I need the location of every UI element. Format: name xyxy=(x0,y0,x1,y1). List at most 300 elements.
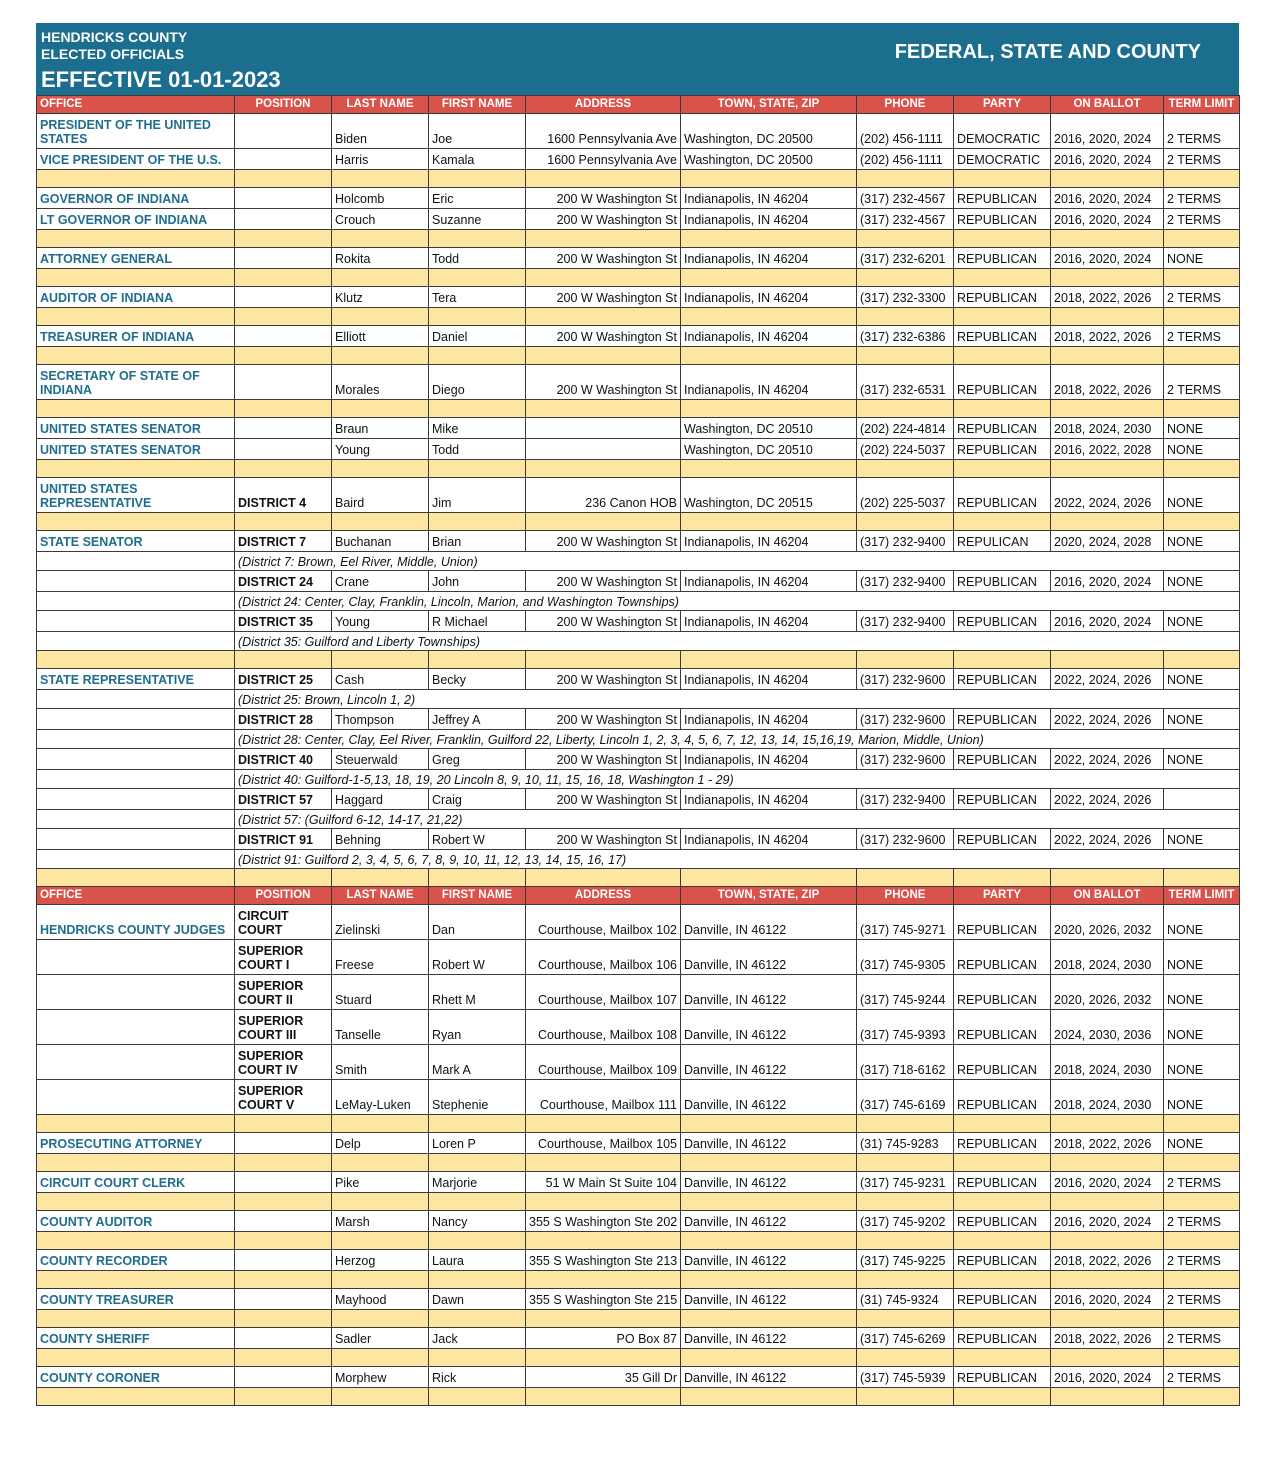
position-cell xyxy=(235,209,332,230)
spacer-cell xyxy=(681,1271,857,1289)
office-cell: LT GOVERNOR OF INDIANA xyxy=(37,209,235,230)
ballot-cell: 2020, 2026, 2032 xyxy=(1051,905,1164,940)
spacer-cell xyxy=(332,347,429,365)
official-row xyxy=(37,326,1240,347)
ballot-cell: 2022, 2024, 2026 xyxy=(1051,478,1164,513)
spacer-cell xyxy=(857,513,954,531)
column-header: OFFICE xyxy=(37,96,235,114)
spacer-cell xyxy=(526,1349,681,1367)
first-name-cell: Dan xyxy=(429,905,526,940)
note-spacer xyxy=(37,592,235,611)
spacer-cell xyxy=(429,1154,526,1172)
office-cell: TREASURER OF INDIANA xyxy=(37,326,235,347)
phone-cell: (317) 232-6201 xyxy=(857,248,954,269)
phone-cell: (317) 232-9600 xyxy=(857,669,954,690)
party-cell: REPUBLICAN xyxy=(954,248,1051,269)
spacer-cell xyxy=(1051,400,1164,418)
spacer-cell xyxy=(526,1154,681,1172)
spacer-cell xyxy=(332,1349,429,1367)
ballot-cell: 2022, 2024, 2026 xyxy=(1051,829,1164,850)
note-spacer xyxy=(37,850,235,869)
spacer-cell xyxy=(681,1115,857,1133)
party-cell: REPUBLICAN xyxy=(954,789,1051,810)
phone-cell: (317) 232-9400 xyxy=(857,571,954,592)
official-row xyxy=(37,669,1240,690)
term-limit-cell: 2 TERMS xyxy=(1164,287,1240,308)
spacer-cell xyxy=(429,1310,526,1328)
office-cell: GOVERNOR OF INDIANA xyxy=(37,188,235,209)
district-note-row xyxy=(37,592,1240,611)
position-cell: DISTRICT 25 xyxy=(235,669,332,690)
note-spacer xyxy=(37,810,235,829)
spacer-cell xyxy=(1051,269,1164,287)
column-header: TOWN, STATE, ZIP xyxy=(681,887,857,905)
spacer-cell xyxy=(1051,1271,1164,1289)
spacer-cell xyxy=(332,513,429,531)
spacer-cell xyxy=(429,1232,526,1250)
town-cell: Washington, DC 20510 xyxy=(681,439,857,460)
town-cell: Danville, IN 46122 xyxy=(681,1289,857,1310)
spacer-cell xyxy=(429,460,526,478)
spacer-cell xyxy=(332,1271,429,1289)
spacer-cell xyxy=(235,308,332,326)
position-cell: DISTRICT 7 xyxy=(235,531,332,552)
first-name-cell: Brian xyxy=(429,531,526,552)
last-name-cell: Marsh xyxy=(332,1211,429,1232)
last-name-cell: Elliott xyxy=(332,326,429,347)
official-row xyxy=(37,1172,1240,1193)
note-spacer xyxy=(37,690,235,709)
first-name-cell: Daniel xyxy=(429,326,526,347)
spacer-cell xyxy=(429,1349,526,1367)
column-header: ON BALLOT xyxy=(1051,887,1164,905)
party-cell: REPUBLICAN xyxy=(954,1328,1051,1349)
first-name-cell: Laura xyxy=(429,1250,526,1271)
spacer-cell xyxy=(526,1232,681,1250)
spacer-cell xyxy=(1164,513,1240,531)
address-cell: 200 W Washington St xyxy=(526,188,681,209)
position-cell xyxy=(235,439,332,460)
position-cell: SUPERIOR COURT II xyxy=(235,975,332,1010)
office-cell: HENDRICKS COUNTY JUDGES xyxy=(37,905,235,940)
address-cell: 355 S Washington Ste 215 xyxy=(526,1289,681,1310)
spacer-cell xyxy=(1051,869,1164,887)
official-row xyxy=(37,1211,1240,1232)
spacer-cell xyxy=(954,1193,1051,1211)
spacer-cell xyxy=(954,1154,1051,1172)
column-header: PARTY xyxy=(954,887,1051,905)
spacer-cell xyxy=(37,651,235,669)
column-header: ADDRESS xyxy=(526,96,681,114)
spacer-cell xyxy=(681,869,857,887)
term-limit-cell: NONE xyxy=(1164,975,1240,1010)
office-cell xyxy=(37,1010,235,1045)
first-name-cell: Loren P xyxy=(429,1133,526,1154)
party-cell: REPUBLICAN xyxy=(954,1133,1051,1154)
first-name-cell: Todd xyxy=(429,248,526,269)
spacer-cell xyxy=(235,170,332,188)
address-cell: 200 W Washington St xyxy=(526,829,681,850)
position-cell xyxy=(235,114,332,149)
official-row xyxy=(37,1367,1240,1388)
last-name-cell: Crane xyxy=(332,571,429,592)
spacer-cell xyxy=(526,869,681,887)
spacer-cell xyxy=(332,1310,429,1328)
last-name-cell: Crouch xyxy=(332,209,429,230)
spacer-cell xyxy=(857,400,954,418)
last-name-cell: Holcomb xyxy=(332,188,429,209)
town-cell: Washington, DC 20515 xyxy=(681,478,857,513)
term-limit-cell: 2 TERMS xyxy=(1164,209,1240,230)
spacer-cell xyxy=(332,308,429,326)
spacer-row xyxy=(37,400,1240,418)
last-name-cell: Sadler xyxy=(332,1328,429,1349)
town-cell: Danville, IN 46122 xyxy=(681,1250,857,1271)
spacer-cell xyxy=(857,269,954,287)
spacer-cell xyxy=(954,1310,1051,1328)
spacer-cell xyxy=(857,1115,954,1133)
spacer-row xyxy=(37,1115,1240,1133)
spacer-cell xyxy=(954,1388,1051,1406)
spacer-cell xyxy=(235,230,332,248)
spacer-row xyxy=(37,1193,1240,1211)
town-cell: Indianapolis, IN 46204 xyxy=(681,365,857,400)
column-header: TERM LIMIT xyxy=(1164,887,1240,905)
office-cell xyxy=(37,611,235,632)
spacer-cell xyxy=(954,170,1051,188)
party-cell: DEMOCRATIC xyxy=(954,149,1051,170)
district-note: (District 28: Center, Clay, Eel River, Franklin, Guilford 22, Liberty, Lincoln 1, 2, 3, 4, 5, 6, 7, 12, 13, 14, 15,16,19, Marion, Middle, Union) xyxy=(235,730,1240,749)
spacer-cell xyxy=(526,170,681,188)
town-cell: Indianapolis, IN 46204 xyxy=(681,287,857,308)
spacer-cell xyxy=(954,1115,1051,1133)
district-note-row xyxy=(37,730,1240,749)
spacer-cell xyxy=(1164,1349,1240,1367)
address-cell: 355 S Washington Ste 202 xyxy=(526,1211,681,1232)
column-header: PHONE xyxy=(857,887,954,905)
spacer-cell xyxy=(37,1388,235,1406)
first-name-cell: Suzanne xyxy=(429,209,526,230)
official-row xyxy=(37,709,1240,730)
address-cell: 200 W Washington St xyxy=(526,531,681,552)
spacer-cell xyxy=(332,869,429,887)
term-limit-cell: 2 TERMS xyxy=(1164,149,1240,170)
first-name-cell: Mike xyxy=(429,418,526,439)
official-row xyxy=(37,1010,1240,1045)
term-limit-cell: NONE xyxy=(1164,1133,1240,1154)
district-note: (District 24: Center, Clay, Franklin, Lincoln, Marion, and Washington Townships) xyxy=(235,592,1240,611)
official-row xyxy=(37,439,1240,460)
office-cell xyxy=(37,749,235,770)
ballot-cell: 2018, 2022, 2026 xyxy=(1051,326,1164,347)
party-cell: REPUBLICAN xyxy=(954,418,1051,439)
phone-cell: (317) 232-9600 xyxy=(857,749,954,770)
ballot-cell: 2022, 2024, 2026 xyxy=(1051,669,1164,690)
party-cell: DEMOCRATIC xyxy=(954,114,1051,149)
spacer-cell xyxy=(681,308,857,326)
office-cell: COUNTY AUDITOR xyxy=(37,1211,235,1232)
address-cell: 200 W Washington St xyxy=(526,365,681,400)
town-cell: Indianapolis, IN 46204 xyxy=(681,829,857,850)
first-name-cell: Marjorie xyxy=(429,1172,526,1193)
spacer-cell xyxy=(857,170,954,188)
spacer-cell xyxy=(954,308,1051,326)
first-name-cell: Rick xyxy=(429,1367,526,1388)
phone-cell: (31) 745-9324 xyxy=(857,1289,954,1310)
last-name-cell: LeMay-Luken xyxy=(332,1080,429,1115)
party-cell: REPUBLICAN xyxy=(954,439,1051,460)
town-cell: Danville, IN 46122 xyxy=(681,1080,857,1115)
first-name-cell: Robert W xyxy=(429,940,526,975)
spacer-cell xyxy=(37,1193,235,1211)
position-cell xyxy=(235,188,332,209)
spacer-cell xyxy=(1051,1115,1164,1133)
official-row xyxy=(37,209,1240,230)
spacer-cell xyxy=(1164,308,1240,326)
official-row xyxy=(37,1328,1240,1349)
spacer-cell xyxy=(681,230,857,248)
official-row xyxy=(37,940,1240,975)
spacer-cell xyxy=(1164,230,1240,248)
address-cell: 200 W Washington St xyxy=(526,611,681,632)
party-cell: REPUBLICAN xyxy=(954,478,1051,513)
phone-cell: (317) 745-6269 xyxy=(857,1328,954,1349)
spacer-cell xyxy=(37,1310,235,1328)
term-limit-cell: NONE xyxy=(1164,669,1240,690)
town-cell: Indianapolis, IN 46204 xyxy=(681,749,857,770)
spacer-cell xyxy=(235,1271,332,1289)
spacer-cell xyxy=(37,1154,235,1172)
spacer-cell xyxy=(332,269,429,287)
note-spacer xyxy=(37,552,235,571)
office-cell xyxy=(37,829,235,850)
spacer-cell xyxy=(954,651,1051,669)
phone-cell: (202) 224-5037 xyxy=(857,439,954,460)
town-cell: Danville, IN 46122 xyxy=(681,1045,857,1080)
spacer-cell xyxy=(1051,230,1164,248)
spacer-cell xyxy=(37,1115,235,1133)
last-name-cell: Klutz xyxy=(332,287,429,308)
district-note: (District 25: Brown, Lincoln 1, 2) xyxy=(235,690,1240,709)
column-header: ADDRESS xyxy=(526,887,681,905)
ballot-cell: 2016, 2022, 2028 xyxy=(1051,439,1164,460)
last-name-cell: Thompson xyxy=(332,709,429,730)
note-spacer xyxy=(37,632,235,651)
ballot-cell: 2018, 2024, 2030 xyxy=(1051,940,1164,975)
office-cell xyxy=(37,789,235,810)
phone-cell: (202) 456-1111 xyxy=(857,149,954,170)
party-cell: REPUBLICAN xyxy=(954,1289,1051,1310)
spacer-cell xyxy=(37,308,235,326)
spacer-cell xyxy=(681,400,857,418)
last-name-cell: Buchanan xyxy=(332,531,429,552)
phone-cell: (317) 745-9231 xyxy=(857,1172,954,1193)
spacer-cell xyxy=(235,869,332,887)
district-note-row xyxy=(37,632,1240,651)
spacer-cell xyxy=(37,1271,235,1289)
last-name-cell: Herzog xyxy=(332,1250,429,1271)
spacer-cell xyxy=(954,869,1051,887)
spacer-cell xyxy=(429,269,526,287)
spacer-row xyxy=(37,1154,1240,1172)
spacer-cell xyxy=(332,400,429,418)
effective-date: EFFECTIVE 01-01-2023 xyxy=(41,67,281,92)
spacer-cell xyxy=(681,1232,857,1250)
ballot-cell: 2018, 2022, 2026 xyxy=(1051,1250,1164,1271)
last-name-cell: Morales xyxy=(332,365,429,400)
term-limit-cell: NONE xyxy=(1164,940,1240,975)
first-name-cell: Nancy xyxy=(429,1211,526,1232)
town-cell: Washington, DC 20510 xyxy=(681,418,857,439)
term-limit-cell: 2 TERMS xyxy=(1164,1172,1240,1193)
spacer-cell xyxy=(857,347,954,365)
spacer-cell xyxy=(1051,1349,1164,1367)
term-limit-cell: NONE xyxy=(1164,439,1240,460)
last-name-cell: Harris xyxy=(332,149,429,170)
first-name-cell: Mark A xyxy=(429,1045,526,1080)
phone-cell: (317) 232-9400 xyxy=(857,611,954,632)
party-cell: REPUBLICAN xyxy=(954,1080,1051,1115)
org-name xyxy=(41,29,187,63)
spacer-cell xyxy=(37,170,235,188)
party-cell: REPUBLICAN xyxy=(954,1172,1051,1193)
ballot-cell: 2016, 2020, 2024 xyxy=(1051,571,1164,592)
ballot-cell: 2024, 2030, 2036 xyxy=(1051,1010,1164,1045)
official-row xyxy=(37,1133,1240,1154)
spacer-cell xyxy=(681,1154,857,1172)
town-cell: Danville, IN 46122 xyxy=(681,975,857,1010)
column-header: OFFICE xyxy=(37,887,235,905)
officials-sheet xyxy=(36,23,1239,1406)
position-cell xyxy=(235,287,332,308)
spacer-cell xyxy=(1051,460,1164,478)
spacer-cell xyxy=(681,347,857,365)
spacer-cell xyxy=(235,513,332,531)
ballot-cell: 2016, 2020, 2024 xyxy=(1051,114,1164,149)
term-limit-cell: 2 TERMS xyxy=(1164,1328,1240,1349)
spacer-row xyxy=(37,1271,1240,1289)
column-header: POSITION xyxy=(235,96,332,114)
spacer-cell xyxy=(1051,1232,1164,1250)
spacer-cell xyxy=(429,1193,526,1211)
ballot-cell: 2022, 2024, 2026 xyxy=(1051,749,1164,770)
address-cell: 200 W Washington St xyxy=(526,709,681,730)
first-name-cell: Stephenie xyxy=(429,1080,526,1115)
first-name-cell: Jack xyxy=(429,1328,526,1349)
spacer-row xyxy=(37,170,1240,188)
town-cell: Danville, IN 46122 xyxy=(681,1172,857,1193)
ballot-cell: 2016, 2020, 2024 xyxy=(1051,188,1164,209)
column-header: FIRST NAME xyxy=(429,96,526,114)
town-cell: Danville, IN 46122 xyxy=(681,940,857,975)
spacer-cell xyxy=(235,347,332,365)
position-cell: DISTRICT 57 xyxy=(235,789,332,810)
spacer-cell xyxy=(37,869,235,887)
town-cell: Washington, DC 20500 xyxy=(681,149,857,170)
spacer-cell xyxy=(857,1232,954,1250)
term-limit-cell: NONE xyxy=(1164,1045,1240,1080)
first-name-cell: Kamala xyxy=(429,149,526,170)
phone-cell: (317) 745-9225 xyxy=(857,1250,954,1271)
spacer-cell xyxy=(526,308,681,326)
spacer-row xyxy=(37,869,1240,887)
spacer-cell xyxy=(235,1193,332,1211)
party-cell: REPUBLICAN xyxy=(954,326,1051,347)
party-cell: REPUBLICAN xyxy=(954,829,1051,850)
spacer-cell xyxy=(954,460,1051,478)
last-name-cell: Stuard xyxy=(332,975,429,1010)
spacer-cell xyxy=(37,1232,235,1250)
official-row xyxy=(37,571,1240,592)
spacer-cell xyxy=(1164,400,1240,418)
official-row xyxy=(37,1045,1240,1080)
office-cell xyxy=(37,975,235,1010)
ballot-cell: 2018, 2022, 2026 xyxy=(1051,1133,1164,1154)
position-cell: DISTRICT 91 xyxy=(235,829,332,850)
official-row xyxy=(37,418,1240,439)
official-row xyxy=(37,248,1240,269)
town-cell: Danville, IN 46122 xyxy=(681,1133,857,1154)
last-name-cell: Haggard xyxy=(332,789,429,810)
office-cell: STATE REPRESENTATIVE xyxy=(37,669,235,690)
spacer-cell xyxy=(954,1232,1051,1250)
first-name-cell: Becky xyxy=(429,669,526,690)
spacer-row xyxy=(37,1349,1240,1367)
spacer-row xyxy=(37,347,1240,365)
phone-cell: (317) 232-6531 xyxy=(857,365,954,400)
spacer-cell xyxy=(332,1115,429,1133)
spacer-cell xyxy=(1051,1154,1164,1172)
office-cell xyxy=(37,571,235,592)
spacer-cell xyxy=(1164,1388,1240,1406)
spacer-cell xyxy=(1164,347,1240,365)
office-cell: PRESIDENT OF THE UNITED STATES xyxy=(37,114,235,149)
spacer-cell xyxy=(1051,1310,1164,1328)
district-note: (District 57: (Guilford 6-12, 14-17, 21,22) xyxy=(235,810,1240,829)
spacer-row xyxy=(37,308,1240,326)
town-cell: Indianapolis, IN 46204 xyxy=(681,209,857,230)
town-cell: Danville, IN 46122 xyxy=(681,1010,857,1045)
ballot-cell: 2022, 2024, 2026 xyxy=(1051,709,1164,730)
column-header: PHONE xyxy=(857,96,954,114)
address-cell: 236 Canon HOB xyxy=(526,478,681,513)
spacer-cell xyxy=(857,1193,954,1211)
official-row xyxy=(37,1080,1240,1115)
ballot-cell: 2016, 2020, 2024 xyxy=(1051,248,1164,269)
spacer-row xyxy=(37,460,1240,478)
address-cell: 200 W Washington St xyxy=(526,209,681,230)
office-cell: SECRETARY OF STATE OF INDIANA xyxy=(37,365,235,400)
ballot-cell: 2016, 2020, 2024 xyxy=(1051,611,1164,632)
spacer-cell xyxy=(429,400,526,418)
spacer-cell xyxy=(526,400,681,418)
official-row xyxy=(37,149,1240,170)
column-header: TERM LIMIT xyxy=(1164,96,1240,114)
party-cell: REPUBLICAN xyxy=(954,188,1051,209)
position-cell xyxy=(235,326,332,347)
term-limit-cell: 2 TERMS xyxy=(1164,1367,1240,1388)
spacer-cell xyxy=(1164,1232,1240,1250)
spacer-row xyxy=(37,230,1240,248)
office-cell: COUNTY SHERIFF xyxy=(37,1328,235,1349)
party-cell: REPUBLICAN xyxy=(954,287,1051,308)
spacer-cell xyxy=(37,347,235,365)
spacer-row xyxy=(37,1310,1240,1328)
party-cell: REPUBLICAN xyxy=(954,209,1051,230)
ballot-cell: 2022, 2024, 2026 xyxy=(1051,789,1164,810)
last-name-cell: Cash xyxy=(332,669,429,690)
phone-cell: (202) 456-1111 xyxy=(857,114,954,149)
